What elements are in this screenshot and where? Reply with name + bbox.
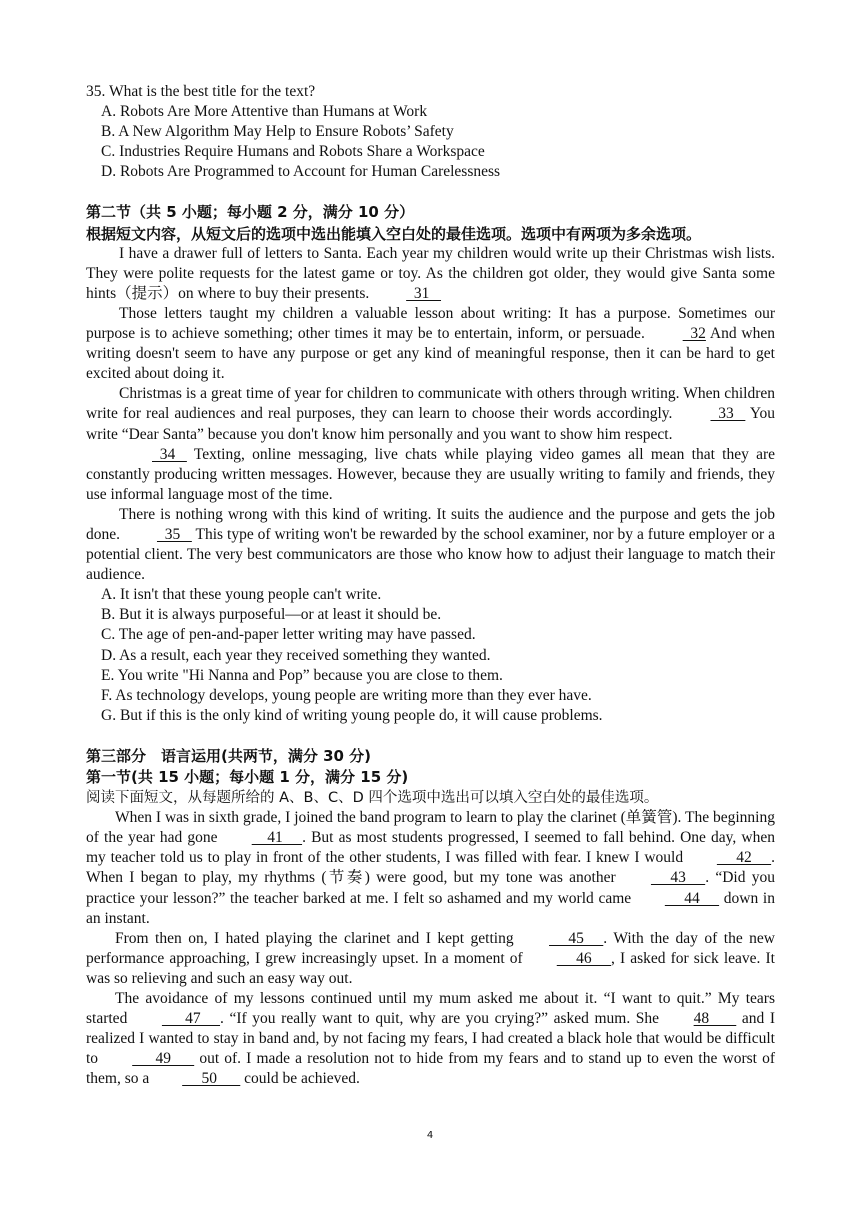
cloze-paragraph-2 [86,929,775,989]
question-35-option-d: D. Robots Are Programmed to Account for Human Carelessness [101,163,501,181]
paragraph-text: . With the day of the new performance approaching, I grew increasingly upset. In a moment of [86,929,775,967]
section2-option-b: B. But it is always purposeful—or at least it should be. [101,606,442,624]
paragraph-text: . When I began to play, my rhythms (节奏) were good, but my tone was another [86,849,775,887]
part3-heading [86,746,775,767]
paragraph-text: , I asked for sick leave. It was so relieving and such an easy way out. [86,949,775,987]
passage-paragraph-1 [86,244,775,304]
blank-41[interactable]: 41 [251,829,303,847]
paragraph-text: I have a drawer full of letters to Santa. Each year my children would write up their Christmas wish lists. They were polite requests for the latest game or toy. As the children got older, they would give Santa some hints（提示）on where to buy their presents. [86,244,775,302]
paragraph-text: . But as most students progressed, I seemed to fall behind. One day, when my teacher told us to play in front of the other students, I was filled with fear. I knew I would [86,829,776,867]
section2-option-f: F. As technology develops, young people are writing more than they ever have. [101,686,592,704]
cloze-paragraph-3 [86,989,775,1089]
paragraph-text: From then on, I hated playing the clarinet and I kept getting [115,929,521,947]
paragraph-text: Those letters taught my children a valuable lesson about writing: It has a purpose. Sometimes our purpose is to achieve something; other times it may be to entertain, inform, or persuade. [86,304,775,343]
section2-option-d: D. As a result, each year they received something they wanted. [101,646,491,664]
question-35-option-c: C. Industries Require Humans and Robots Share a Workspace [101,143,485,161]
section2-option-a: A. It isn't that these young people can't write. [101,586,382,604]
passage-paragraph-2 [86,304,775,384]
blank-50[interactable]: 50 [182,1070,241,1088]
question-35-option-b: B. A New Algorithm May Help to Ensure Robots’ Safety [101,123,454,141]
blank-48[interactable]: 48 [693,1010,737,1028]
part3-instruction: 阅读下面短文，从每题所给的 A、B、C、D 四个选项中选出可以填入空白处的最佳选项。 [86,790,659,807]
paragraph-text: could be achieved. [240,1070,360,1088]
section2-heading [86,202,775,223]
paragraph-text: down in an instant. [86,889,775,927]
paragraph-text: This type of writing won't be rewarded by the school examiner, nor by a future employer or a potential client. The very best communicators are those who know how to adjust their language to match their audience. [86,525,775,584]
blank-42[interactable]: 42 [716,849,772,867]
blank-49[interactable]: 49 [132,1050,195,1068]
paragraph-text: And when writing doesn't seem to have any purpose or get any kind of meaningful response, then it can be hard to get excited about doing it. [86,325,775,383]
page-number: 4 [426,1130,434,1141]
section2-instruction: 根据短文内容，从短文后的选项中选出能填入空白处的最佳选项。选项中有两项为多余选项。 [86,224,702,243]
blank-35[interactable]: 35 [156,525,192,543]
paragraph-text: . “Did you practice your lesson?” the teacher barked at me. I felt so ashamed and my world came [86,869,775,907]
paragraph-text: Texting, online messaging, live chats while playing video games all mean that they are constantly producing written messages. However, because they are usually writing to family and friends, they use informal language most of the time. [86,445,775,503]
paragraph-text: When I was in sixth grade, I joined the band program to learn to play the clarinet (单簧管). The beginning of the year had gone [86,809,775,847]
paragraph-text: . “If you really want to quit, why are you crying?” asked mum. She [220,1010,665,1028]
blank-46[interactable]: 46 [556,949,611,967]
blank-47[interactable]: 47 [161,1010,221,1028]
paragraph-text: Christmas is a great time of year for children to communicate with others through writing. When children write for real audiences and real purposes, they can learn to choose their words accordingly. [86,385,775,423]
section2-heading-text: 第二节（共 5 小题；每小题 2 分，满分 10 分） [86,203,415,222]
part3-sub-heading [86,767,775,788]
part3-sub-heading-text: 第一节(共 15 小题；每小题 1 分，满分 15 分) [86,768,409,786]
blank-45[interactable]: 45 [549,929,604,947]
section2-option-c: C. The age of pen-and-paper letter writing may have passed. [101,626,476,644]
blank-43[interactable]: 43 [650,869,706,887]
blank-33[interactable]: 33 [710,405,746,423]
section2-option-g: G. But if this is the only kind of writing young people do, it will cause problems. [101,706,603,724]
passage-paragraph-3 [86,384,775,444]
blank-31[interactable]: 31 [406,284,442,302]
passage-paragraph-5 [86,505,775,585]
section2-option-e: E. You write "Hi Nanna and Pop” because you are close to them. [101,666,503,684]
question-35-option-a: A. Robots Are More Attentive than Humans at Work [101,103,428,121]
question-35-stem: 35. What is the best title for the text? [86,83,316,100]
paragraph-text: There is nothing wrong with this kind of writing. It suits the audience and the purpose and gets the job done. [86,505,775,543]
page-content [86,82,775,1090]
paragraph-text: out of. I made a resolution not to hide from my fears and to stand up to even the worst of them, so a [86,1050,775,1088]
passage-paragraph-4 [86,445,775,505]
paragraph-text: The avoidance of my lessons continued until my mum asked me about it. “I want to quit.” My tears started [86,990,775,1028]
cloze-paragraph-1 [86,808,775,929]
blank-34[interactable]: 34 [152,445,187,463]
blank-32[interactable]: 32 [682,325,706,343]
blank-44[interactable]: 44 [664,889,720,907]
paragraph-text: and I realized I wanted to stay in band and, by not facing my fears, I had created a black hole that would be difficult to [86,1010,775,1068]
part3-heading-text: 第三部分 语言运用(共两节，满分 30 分) [86,746,372,765]
paragraph-text: You write “Dear Santa” because you don't know him personally and you want to show him respect. [86,405,775,443]
